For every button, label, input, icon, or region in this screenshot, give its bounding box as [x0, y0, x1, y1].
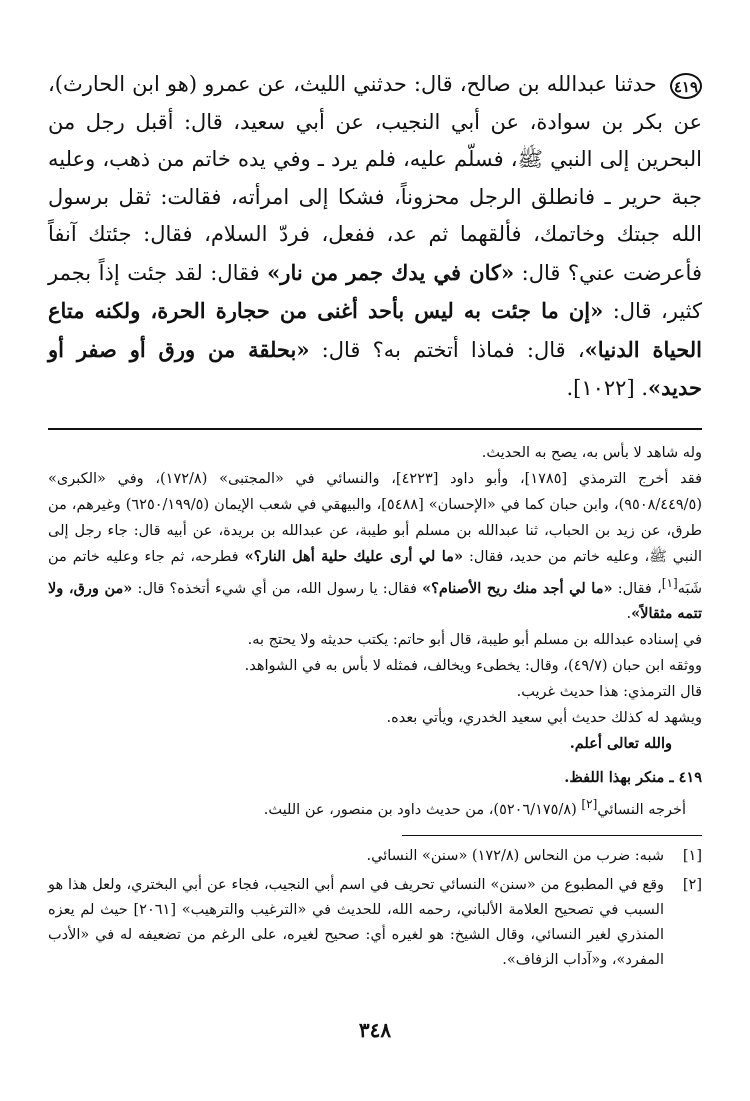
hadith-number-badge: ٤١٩ [670, 73, 702, 99]
footnote-ref-2[interactable]: [٢] [581, 797, 598, 812]
note-paragraph-sources [48, 466, 702, 628]
note-line: ووثقه ابن حبان (٤٩/٧)، وقال: يخطىء ويخالف، فمثله لا بأس به في الشواهد. [244, 658, 702, 675]
hadith-quote-2: «إن ما جئت به ليس بأحد أغنى من حجارة الحرة، ولكنه متاع الحياة الدنيا» [48, 298, 702, 362]
page-content [48, 66, 702, 977]
commentary [48, 440, 702, 824]
hadith-quote-3: «بحلقة من ورق أو صفر أو حديد» [48, 336, 702, 400]
note-text: (٥٢٠٦/١٧٥/٨)، من حديث داود بن منصور، عن الليث. [263, 802, 582, 819]
note-line: ويشهد له كذلك حديث أبي سعيد الخدري، ويأتي بعده. [386, 710, 702, 727]
note-text: فقد أخرج الترمذي [١٧٨٥]، وأبو داود [٤٢٢٣]، والنسائي في «المجتبى» (١٧٢/٨)، وفي «الكبرى» (٩٥٠٨/٤٤٩/٥)، وابن حبان كما في «الإحسان» [٥٤٨٨]، والبيهقي في شعب الإيمان (٦٢٥٠/١٩٩/٥) وغيرهم، من طرق، عن زيد بن الحباب، ثنا عبدالله بن مسلم أبو طيبة، عن عبدالله بن بريدة، عن أبيه قال: جاء رجل إلى النبي ﷺ، وعليه خاتم من حديد، فقال: [48, 470, 703, 565]
note-text: . [626, 606, 632, 623]
main-separator [48, 428, 702, 430]
hadith-body-2: فقال: لقد جئت إذاً بجمر كثير، قال: [48, 260, 702, 323]
note-line: وله شاهد لا بأس به، يصح به الحديث. [481, 444, 702, 461]
footnote-separator [402, 835, 702, 836]
note-text: فطرحه، ثم جاء وعليه خاتم من شَبَه [48, 548, 702, 597]
note-quote: «من ورق، ولا تتمه مثقالاً» [48, 579, 702, 623]
note-text: ، فقال: [612, 580, 662, 597]
closing-phrase: والله تعالى أعلم. [569, 735, 672, 753]
footnote-2 [48, 873, 702, 973]
footnote-text: شبه: ضرب من النحاس (١٧٢/٨) «سنن» النسائي. [366, 848, 664, 865]
footnote-mark: [٢] [682, 877, 702, 894]
footnote-1 [48, 844, 702, 869]
note-line: في إسناده عبدالله بن مسلم أبو طيبة، قال أبو حاتم: يكتب حديثه ولا يحتج به. [247, 632, 702, 649]
footnotes [48, 844, 702, 973]
footnote-text: وقع في المطبوع من «سنن» النسائي تحريف في اسم أبي النجيب، فجاء عن أبي البختري، ولعل هذا هو السبب في تصحيح العلامة الألباني، رحمه الله، للحديث في «الترغيب والترهيب» [٢٠٦١] حيث لم يعزه المنذري لغير النسائي، وقال الشيخ: هو لغيره أي: صحيح لغيره، على الرغم من تضعيفه له في «الأدب المفرد»، و«آداب الزفاف». [48, 877, 664, 969]
note-line: قال الترمذي: هذا حديث غريب. [516, 684, 702, 701]
page-number: ٣٤٨ [358, 1018, 392, 1042]
hadith-reference: . [١٠٢٢]. [566, 376, 648, 400]
hadith-quote-1: «كان في يدك جمر من نار» [267, 259, 515, 285]
entry-heading: ٤١٩ ـ منكر بهذا اللفظ. [564, 769, 702, 787]
footnote-ref-1[interactable]: [١] [661, 575, 678, 590]
note-text: فقال: يا رسول الله، من أي شيء أتخذه؟ قال: [132, 580, 423, 597]
hadith-text [48, 66, 702, 408]
entry-source [48, 791, 702, 823]
note-quote: «ما لي أجد منك ريح الأصنام؟» [422, 579, 613, 597]
hadith-body: حدثنا عبدالله بن صالح، قال: حدثني الليث، عن عمرو (هو ابن الحارث)، عن بكر بن سوادة، عن أبي النجيب، عن أبي سعيد، قال: أقبل رجل من البحرين إلى النبي ﷺ، فسلّم عليه، فلم يرد ـ وفي يده خاتم من ذهب، وعليه جبة حرير ـ فانطلق الرجل محزوناً، فشكا إلى امرأته، فقالت: ثقل برسول الله جبتك وخاتمك، فألقهما ثم عد، ففعل، فردّ السلام، فقال: جئتك آنفاً فأعرضت عني؟ قال: [48, 72, 702, 285]
footnote-mark: [١] [682, 848, 702, 865]
note-quote: «ما لي أرى عليك حلية أهل النار؟» [244, 547, 464, 565]
hadith-body-3: ، قال: فماذا أتختم به؟ قال: [309, 337, 585, 362]
note-text: أخرجه النسائي [597, 802, 686, 819]
